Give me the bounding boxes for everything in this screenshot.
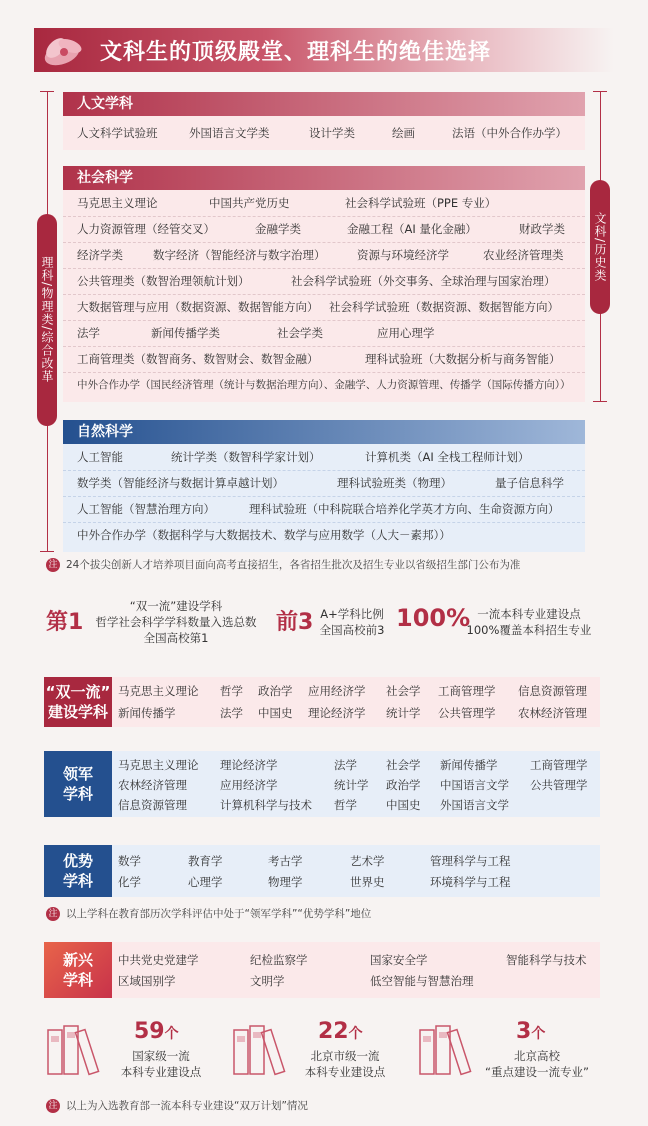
major-item: 人工智能（智慧治理方向） — [77, 502, 215, 516]
books-icon — [46, 1024, 106, 1076]
label-line: 领军 — [62, 765, 93, 783]
note-text: 24个拔尖创新人才培养项目面向高考直接招生，各省招生批次及招生专业以省级招生部门公布为准 — [66, 559, 521, 571]
discipline-item: 理论经济学 — [308, 706, 366, 720]
discipline-item: 国家安全学 — [370, 953, 428, 967]
major-item: 财政学类 — [519, 222, 565, 236]
discipline-item: 智能科学与技术 — [506, 953, 587, 967]
note-text: 以上学科在教育部历次学科评估中处于“领军学科”“优势学科”地位 — [66, 908, 372, 920]
count-line: 本科专业建设点 — [120, 1065, 202, 1079]
count-unit: 个 — [164, 1026, 179, 1042]
social-row — [63, 268, 585, 295]
major-item: 经济学类 — [77, 248, 123, 262]
label-line: 学科 — [62, 872, 93, 890]
social-row — [63, 294, 585, 321]
note-text: 以上为入选教育部一流本科专业建设“双万计划”情况 — [66, 1100, 308, 1112]
social-row — [63, 346, 585, 373]
discipline-item: 统计学 — [334, 778, 369, 792]
left-bracket-bottom — [40, 551, 54, 552]
youshi-body — [112, 845, 600, 897]
stat-text — [462, 606, 596, 638]
discipline-item: 统计学 — [386, 706, 421, 720]
label-line: “双一流” — [45, 683, 111, 701]
discipline-item: 心理学 — [188, 875, 223, 889]
discipline-item: 应用经济学 — [220, 778, 278, 792]
lingjun-body — [112, 751, 600, 817]
major-item: 法语（中外合作办学） — [452, 126, 567, 140]
discipline-item: 新闻传播学 — [440, 758, 498, 772]
count-text — [474, 1048, 600, 1080]
major-item: 绘画 — [392, 126, 415, 140]
discipline-item: 物理学 — [268, 875, 303, 889]
natural-body — [63, 444, 585, 552]
discipline-item: 化学 — [118, 875, 141, 889]
natural-row — [63, 470, 585, 497]
label-line: 学科 — [62, 785, 93, 803]
social-row — [63, 190, 585, 217]
humanities-section — [63, 92, 585, 150]
discipline-item: 纪检监察学 — [250, 953, 308, 967]
discipline-item: 农林经济管理 — [118, 778, 187, 792]
books-icon — [232, 1024, 292, 1076]
discipline-item: 马克思主义理论 — [118, 684, 199, 698]
label-line: 优势 — [62, 852, 93, 870]
lingjun-label — [44, 751, 112, 817]
discipline-item: 教育学 — [188, 854, 223, 868]
humanities-body — [63, 116, 585, 150]
natural-row — [63, 444, 585, 471]
count-value: 3 — [516, 1019, 532, 1044]
major-item: 金融学类 — [255, 222, 301, 236]
discipline-item: 管理科学与工程 — [430, 854, 511, 868]
count-unit: 个 — [348, 1026, 363, 1042]
social-body — [63, 190, 585, 402]
discipline-item: 世界史 — [350, 875, 385, 889]
major-item: 统计学类（数智科学家计划） — [171, 450, 321, 464]
stat-big: 100% — [396, 604, 471, 632]
note-1 — [46, 557, 520, 572]
stat-line: 全国高校前3 — [319, 623, 385, 637]
discipline-item: 政治学 — [258, 684, 293, 698]
count-line: 本科专业建设点 — [304, 1065, 386, 1079]
note-2 — [46, 906, 371, 921]
humanities-title: 人文学科 — [63, 92, 585, 116]
major-item: 金融工程（AI 量化金融） — [347, 222, 477, 236]
count-unit: 个 — [531, 1026, 546, 1042]
major-item: 新闻传播学类 — [151, 326, 220, 340]
discipline-item: 马克思主义理论 — [118, 758, 199, 772]
discipline-item: 信息资源管理 — [518, 684, 587, 698]
flower-icon — [34, 24, 94, 74]
major-item: 人力资源管理（经管交叉） — [77, 222, 215, 236]
discipline-item: 环境科学与工程 — [430, 875, 511, 889]
discipline-item: 新闻传播学 — [118, 706, 176, 720]
discipline-item: 哲学 — [220, 684, 243, 698]
major-item: 计算机类（AI 全栈工程师计划） — [365, 450, 530, 464]
discipline-item: 农林经济管理 — [518, 706, 587, 720]
social-section — [63, 166, 585, 402]
note-mark: 注 — [46, 558, 60, 572]
label-line: 学科 — [62, 971, 93, 989]
discipline-item: 公共管理学 — [438, 706, 496, 720]
major-item: 外国语言文学类 — [189, 126, 270, 140]
discipline-item: 工商管理学 — [530, 758, 588, 772]
discipline-item: 计算机科学与技术 — [220, 798, 312, 812]
major-item: 马克思主义理论 — [77, 196, 158, 210]
youshi-label — [44, 845, 112, 897]
discipline-item: 中国史 — [258, 706, 293, 720]
major-item: 中外合作办学（数据科学与大数据技术、数学与应用数学（人大－素邦）） — [77, 528, 451, 542]
stat-big: 第1 — [46, 610, 84, 635]
books-icon — [418, 1024, 478, 1076]
major-item: 社会科学试验班（PPE 专业） — [345, 196, 497, 210]
natural-title: 自然科学 — [63, 420, 585, 444]
stat-big: 前3 — [276, 610, 314, 635]
major-item: 工商管理类（数智商务、数智财会、数智金融） — [77, 352, 319, 366]
stat-line: 100%覆盖本科招生专业 — [466, 623, 592, 637]
count-number — [318, 1019, 363, 1044]
discipline-item: 外国语言文学 — [440, 798, 509, 812]
discipline-item: 法学 — [220, 706, 243, 720]
major-item: 中国共产党历史 — [209, 196, 290, 210]
discipline-item: 理论经济学 — [220, 758, 278, 772]
shuangyiliu-label — [44, 677, 112, 727]
natural-section — [63, 420, 585, 552]
major-item: 社会科学试验班（数据资源、数据智能方向） — [329, 300, 559, 314]
discipline-item: 中共党史党建学 — [118, 953, 199, 967]
count-line: 国家级一流 — [132, 1049, 190, 1063]
stat-line: 一流本科专业建设点 — [477, 607, 581, 621]
major-item: 人工智能 — [77, 450, 123, 464]
note-mark: 注 — [46, 1099, 60, 1113]
xinxing-label — [44, 942, 112, 998]
discipline-item: 哲学 — [334, 798, 357, 812]
major-item: 大数据管理与应用（数据资源、数据智能方向） — [77, 300, 319, 314]
social-row — [63, 320, 585, 347]
discipline-item: 文明学 — [250, 974, 285, 988]
discipline-item: 中国语言文学 — [440, 778, 509, 792]
stat-line: A+学科比例 — [320, 607, 384, 621]
count-number — [134, 1019, 179, 1044]
major-item: 农业经济管理类 — [483, 248, 564, 262]
social-title: 社会科学 — [63, 166, 585, 190]
humanities-row — [63, 120, 585, 146]
discipline-item: 应用经济学 — [308, 684, 366, 698]
major-item: 社会科学试验班（外交事务、全球治理与国家治理） — [291, 274, 556, 288]
major-item: 社会学类 — [277, 326, 323, 340]
major-item: 数字经济（智能经济与数字治理） — [153, 248, 326, 262]
count-line: 北京市级一流 — [310, 1049, 380, 1063]
major-item: 中外合作办学（国民经济管理（统计与数据治理方向）、金融学、人力资源管理、传播学（国际传播方向）） — [77, 379, 571, 391]
discipline-item: 艺术学 — [350, 854, 385, 868]
right-bracket-bottom — [593, 401, 607, 402]
discipline-item: 考古学 — [268, 854, 303, 868]
note-mark: 注 — [46, 907, 60, 921]
discipline-item: 法学 — [334, 758, 357, 772]
stat-line: “双一流”建设学科 — [129, 599, 223, 613]
natural-row — [63, 522, 585, 548]
count-text — [106, 1048, 216, 1080]
stat-text — [86, 598, 266, 646]
shuangyiliu-body — [112, 677, 600, 727]
natural-row — [63, 496, 585, 523]
note-3 — [46, 1098, 308, 1113]
major-item: 公共管理类（数智治理领航计划） — [77, 274, 250, 288]
discipline-item: 中国史 — [386, 798, 421, 812]
social-row — [63, 216, 585, 243]
major-item: 理科试验班（大数据分析与商务智能） — [365, 352, 561, 366]
right-side-tab: 文科/历史类 — [590, 180, 610, 314]
discipline-item: 区域国别学 — [118, 974, 176, 988]
social-row — [63, 242, 585, 269]
discipline-item: 政治学 — [386, 778, 421, 792]
count-number — [516, 1019, 545, 1044]
stat-line: 哲学社会科学学科数量入选总数 — [95, 615, 257, 629]
discipline-item: 数学 — [118, 854, 141, 868]
major-item: 人文科学试验班 — [77, 126, 158, 140]
major-item: 法学 — [77, 326, 100, 340]
label-line: 建设学科 — [47, 703, 108, 721]
discipline-item: 信息资源管理 — [118, 798, 187, 812]
count-line: 北京高校 — [514, 1049, 560, 1063]
social-row — [63, 372, 585, 398]
major-item: 理科试验班类（物理） — [337, 476, 452, 490]
xinxing-body — [112, 942, 600, 998]
count-value: 22 — [318, 1019, 349, 1044]
left-side-tab: 理科/物理类/综合改革 — [37, 214, 57, 426]
major-item: 设计学类 — [309, 126, 355, 140]
count-text — [290, 1048, 400, 1080]
major-item: 理科试验班（中科院联合培养化学英才方向、生命资源方向） — [249, 502, 560, 516]
count-value: 59 — [134, 1019, 165, 1044]
discipline-item: 社会学 — [386, 684, 421, 698]
label-line: 新兴 — [62, 951, 93, 969]
stat-text — [315, 606, 389, 638]
banner-title: 文科生的顶级殿堂、理科生的绝佳选择 — [100, 40, 492, 65]
major-item: 资源与环境经济学 — [357, 248, 449, 262]
discipline-item: 工商管理学 — [438, 684, 496, 698]
major-item: 量子信息科学 — [495, 476, 564, 490]
stat-line: 全国高校第1 — [143, 631, 209, 645]
major-item: 数学类（智能经济与数据计算卓越计划） — [77, 476, 284, 490]
discipline-item: 低空智能与智慧治理 — [370, 974, 474, 988]
discipline-item: 公共管理学 — [530, 778, 588, 792]
major-item: 应用心理学 — [377, 326, 435, 340]
count-line: “重点建设一流专业” — [485, 1065, 589, 1079]
discipline-item: 社会学 — [386, 758, 421, 772]
